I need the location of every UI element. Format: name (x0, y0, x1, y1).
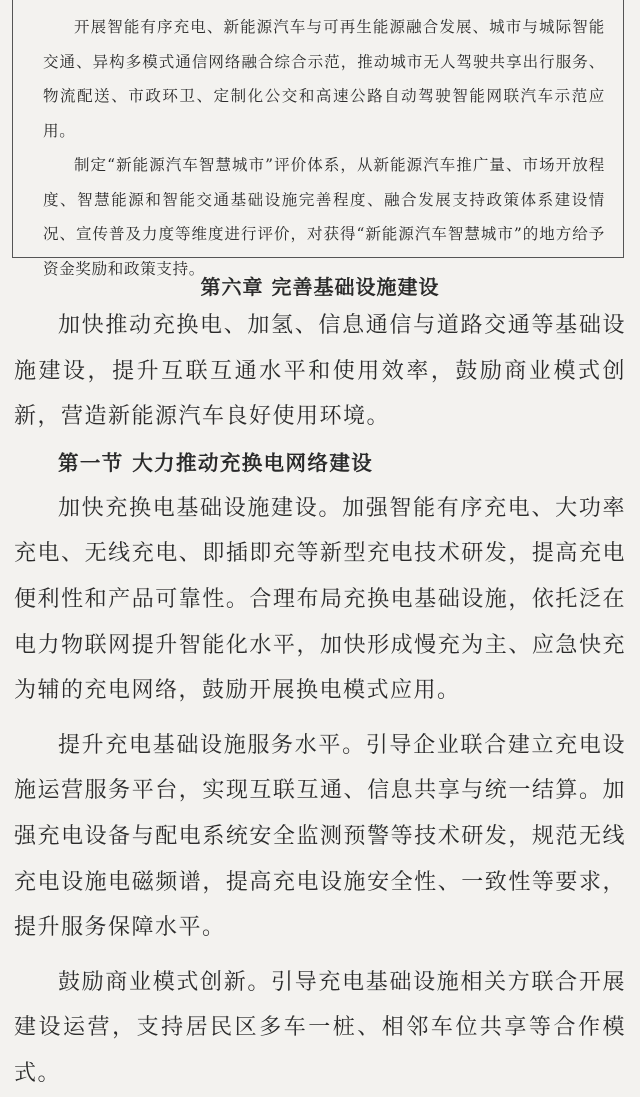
chapter-title: 第六章 完善基础设施建设 (200, 275, 440, 299)
chapter-intro: 加快推动充换电、加氢、信息通信与道路交通等基础设施建设，提升互联互通水平和使用效率，鼓励商业模式创新，营造新能源汽车良好使用环境。 (14, 313, 626, 430)
section-title: 第一节 大力推动充换电网络建设 (58, 450, 374, 475)
body-paragraph-2: 提升充电基础设施服务水平。引导企业联合建立充电设施运营服务平台，实现互联互通、信息共享与统一结算。加强充电设备与配电系统安全监测预警等技术研发，规范无线充电设施电磁频谱，提高充电设施安全性、一致性等要求，提升服务保障水平。 (14, 732, 626, 941)
document-body (14, 303, 626, 1097)
boxed-paragraph-2: 制定“新能源汽车智慧城市”评价体系，从新能源汽车推广量、市场开放程度、智慧能源和智能交通基础设施完善程度、融合发展支持政策体系建设情况、宣传普及力度等维度进行评价，对获得“新能源汽车智慧城市”的地方给予资金奖励和政策支持。 (43, 156, 605, 278)
body-paragraph-1: 加快充换电基础设施建设。加强智能有序充电、大功率充电、无线充电、即插即充等新型充电技术研发，提高充电便利性和产品可靠性。合理布局充换电基础设施，依托泛在电力物联网提升智能化水平，加快形成慢充为主、应急快充为辅的充电网络，鼓励开展换电模式应用。 (14, 495, 626, 704)
body-paragraph-3: 鼓励商业模式创新。引导充电基础设施相关方联合开展建设运营，支持居民区多车一桩、相邻车位共享等合作模式。 (14, 969, 626, 1086)
boxed-paragraph-1: 开展智能有序充电、新能源汽车与可再生能源融合发展、城市与城际智能交通、异构多模式通信网络融合综合示范，推动城市无人驾驶共享出行服务、物流配送、市政环卫、定制化公交和高速公路自动驾驶智能网联汽车示范应用。 (43, 18, 605, 140)
boxed-excerpt (12, 0, 624, 278)
